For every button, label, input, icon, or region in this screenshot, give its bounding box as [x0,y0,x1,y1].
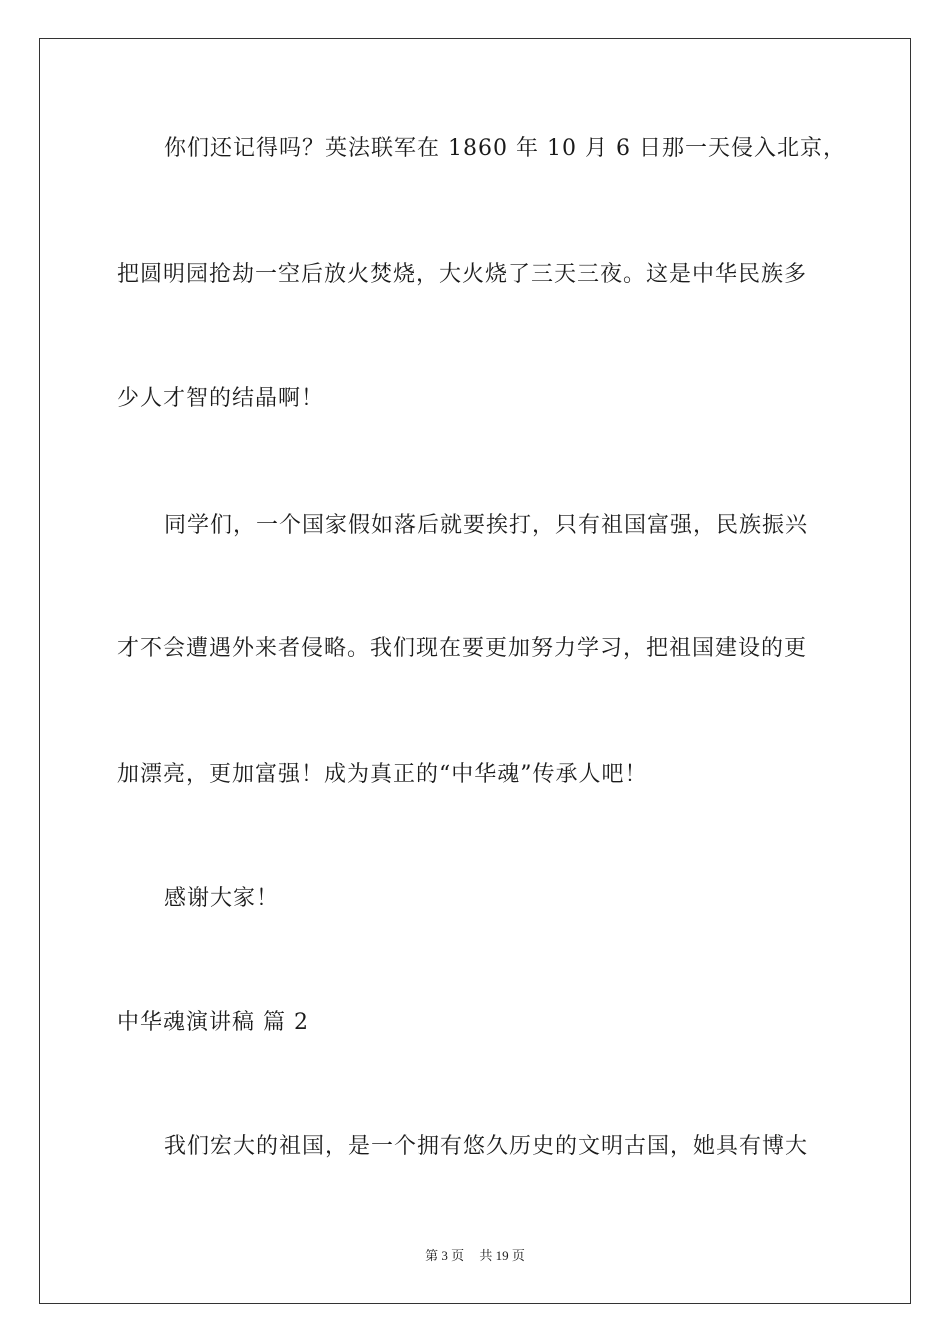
total-pages: 共 19 页 [479,1248,525,1263]
paragraph-1-line-1: 你们还记得吗？英法联军在 1860 年 10 月 6 日那一天侵入北京， [164,136,846,161]
paragraph-2-line-2: 才不会遭遇外来者侵略。我们现在要更加努力学习，把祖国建设的更 [117,636,808,661]
paragraph-1-line-3: 少人才智的结晶啊！ [117,386,325,411]
paragraph-1-line-2: 把圆明园抢劫一空后放火焚烧，大火烧了三天三夜。这是中华民族多 [117,262,808,287]
paragraph-3-line-1: 感谢大家！ [164,886,280,911]
page-number: 第 3 页 [425,1248,465,1263]
paragraph-4-line-1: 我们宏大的祖国，是一个拥有悠久历史的文明古国，她具有博大 [164,1134,809,1159]
page-border [39,38,911,1304]
section-heading: 中华魂演讲稿 篇 2 [117,1010,309,1035]
paragraph-2-line-3: 加漂亮，更加富强！成为真正的“中华魂”传承人吧！ [117,762,648,787]
page-footer [0,1246,950,1266]
paragraph-2-line-1: 同学们，一个国家假如落后就要挨打，只有祖国富强，民族振兴 [164,513,809,538]
